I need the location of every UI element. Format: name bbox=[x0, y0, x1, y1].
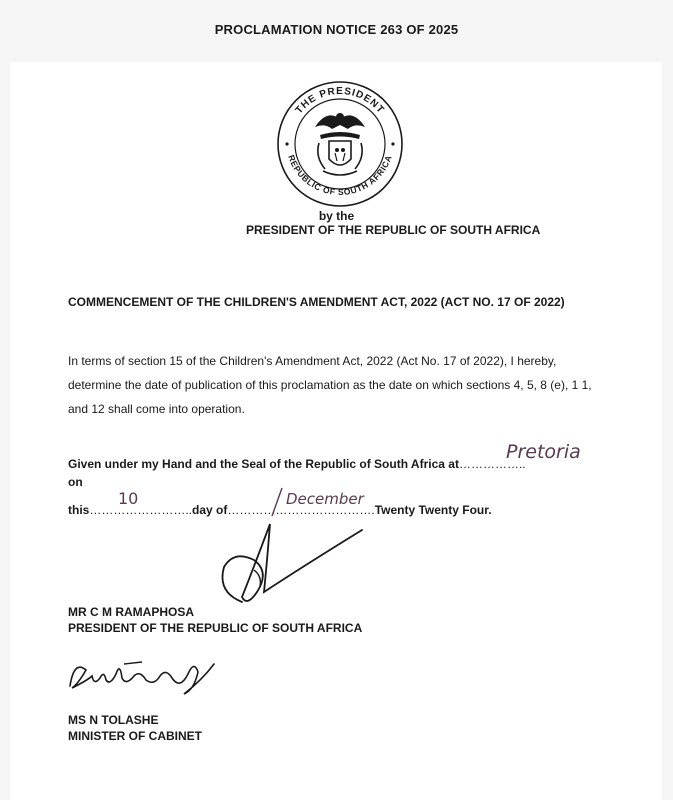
proclamation-body: In terms of section 15 of the Children's Amendment Act, 2022 (Act No. 17 of 2022), I hereby, determine the date of publication of this proclamation as the date on which sections 4, 5, 8 (e), 1 1, and 12 shall come into operation. bbox=[68, 354, 592, 416]
given-on: on bbox=[68, 475, 83, 489]
minister-signature-icon bbox=[64, 650, 224, 698]
by-line: by the bbox=[318, 209, 355, 223]
place-handwritten: Pretoria bbox=[506, 441, 581, 463]
svg-text:REPUBLIC OF SOUTH AFRICA: REPUBLIC OF SOUTH AFRICA bbox=[286, 153, 394, 198]
date-dots-1: …………………….. bbox=[89, 503, 193, 517]
month-handwritten: December bbox=[286, 490, 364, 508]
president-signature-icon bbox=[212, 512, 392, 612]
date-this: this bbox=[68, 503, 90, 517]
proclamation-heading: COMMENCEMENT OF THE CHILDREN'S AMENDMENT ACT, 2022 (ACT NO. 17 OF 2022) bbox=[68, 295, 565, 309]
date-day-of: day of bbox=[192, 503, 228, 517]
signatory-2-title: MINISTER OF CABINET bbox=[68, 729, 202, 743]
given-line bbox=[68, 457, 526, 471]
signatory-2-name: MS N TOLASHE bbox=[68, 713, 159, 727]
given-prefix: Given under my Hand and the Seal of the Republic of South Africa at bbox=[68, 457, 459, 471]
signatory-1-title: PRESIDENT OF THE REPUBLIC OF SOUTH AFRICA bbox=[68, 621, 363, 635]
signatory-2 bbox=[68, 712, 202, 744]
svg-text:THE PRESIDENT: THE PRESIDENT bbox=[293, 86, 387, 117]
signatory-1 bbox=[68, 604, 362, 636]
day-handwritten: 10 bbox=[118, 489, 139, 508]
presidential-seal-icon bbox=[275, 79, 405, 209]
given-dots: …………….. bbox=[458, 457, 526, 471]
signatory-1-name: MR C M RAMAPHOSA bbox=[68, 605, 194, 619]
issuer-line: PRESIDENT OF THE REPUBLIC OF SOUTH AFRICA bbox=[246, 223, 541, 237]
date-year: Twenty Twenty Four. bbox=[374, 503, 492, 517]
notice-title: PROCLAMATION NOTICE 263 OF 2025 bbox=[214, 22, 459, 37]
date-dots-2: ………………………………. bbox=[227, 503, 375, 517]
